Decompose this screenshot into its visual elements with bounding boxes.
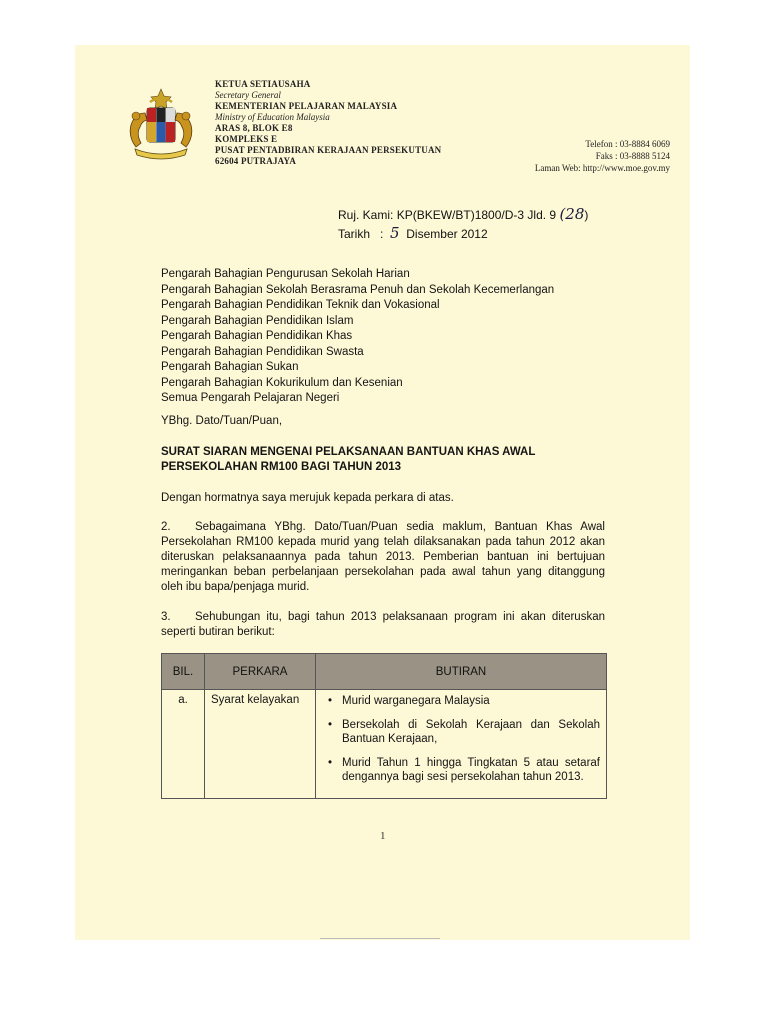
tarikh-separator: : — [380, 227, 384, 241]
list-item: • Bersekolah di Sekolah Kerajaan dan Sekolah Bantuan Kerajaan, — [342, 718, 600, 746]
fax: Faks : 03-8888 5124 — [595, 151, 670, 161]
details-table — [161, 653, 607, 799]
letterhead-title: KETUA SETIAUSAHA — [215, 79, 311, 89]
header-perkara: PERKARA — [205, 654, 316, 690]
butiran-list — [322, 694, 600, 784]
cell-perkara: Syarat kelayakan — [205, 690, 316, 799]
address-line-2: KOMPLEKS E — [215, 134, 278, 144]
date-line — [338, 224, 588, 243]
recipient-list — [161, 267, 554, 407]
salutation: YBhg. Dato/Tuan/Puan, — [161, 415, 283, 427]
recipient-item: Pengarah Bahagian Sukan — [161, 361, 299, 373]
paragraph-text: Sebagaimana YBhg. Dato/Tuan/Puan sedia maklum, Bantuan Khas Awal Persekolahan RM100 kepada murid yang telah dilaksanakan pada tahun 2012 akan diteruskan pelaksanaannya pada tahun 2013. Pemberian bantuan ini bertujuan meringankan beban perbelanjaan persekolahan pada awal tahun yang ditanggung oleh ibu bapa/penjaga murid. — [161, 521, 605, 593]
reference-line — [338, 205, 588, 224]
recipient-item: Pengarah Bahagian Kokurikulum dan Kesenian — [161, 376, 403, 389]
recipient-item: Pengarah Bahagian Pengurusan Sekolah Harian — [161, 268, 410, 280]
letter-page — [75, 45, 690, 940]
paragraph-2 — [161, 520, 605, 595]
website-link[interactable]: Laman Web: http://www.moe.gov.my — [534, 163, 670, 173]
tarikh-month-year: Disember 2012 — [406, 227, 488, 241]
paragraph-text: Sehubungan itu, bagi tahun 2013 pelaksanaan program ini akan diteruskan seperti butiran berikut: — [161, 611, 605, 638]
paragraph-number: 2. — [161, 521, 171, 533]
reference-block — [338, 205, 588, 243]
cell-butiran — [316, 690, 607, 799]
ministry-name-en: Ministry of Education Malaysia — [215, 112, 330, 122]
paragraph-number: 3. — [161, 611, 171, 623]
tarikh-handwritten-day: 5 — [390, 224, 400, 242]
paragraph-3 — [161, 610, 605, 640]
address-line-4: 62604 PUTRAJAYA — [215, 156, 297, 166]
telephone: Telefon : 03-8884 6069 — [585, 139, 670, 149]
ministry-name: KEMENTERIAN PELAJARAN MALAYSIA — [215, 101, 398, 111]
recipient-item: Pengarah Bahagian Pendidikan Khas — [161, 330, 353, 342]
opening-paragraph: Dengan hormatnya saya merujuk kepada perkara di atas. — [161, 492, 454, 504]
recipient-item: Pengarah Bahagian Pendidikan Teknik dan Vokasional — [161, 299, 440, 311]
address-line-3: PUSAT PENTADBIRAN KERAJAAN PERSEKUTUAN — [215, 145, 442, 155]
ruj-label: Ruj. Kami: — [338, 208, 394, 222]
recipient-item: Pengarah Bahagian Sekolah Berasrama Penuh dan Sekolah Kecemerlangan — [161, 283, 555, 296]
ruj-handwritten-number: (28 — [559, 205, 585, 223]
header-bil: BIL. — [162, 654, 205, 690]
footer-divider — [320, 938, 440, 939]
letterhead — [215, 79, 441, 167]
table-header-row — [162, 654, 607, 690]
contact-block — [535, 138, 670, 174]
tarikh-label: Tarikh — [338, 227, 371, 241]
letterhead-title-en: Secretary General — [215, 90, 281, 100]
recipient-item: Pengarah Bahagian Pendidikan Swasta — [161, 345, 364, 358]
recipient-item: Semua Pengarah Pelajaran Negeri — [161, 392, 340, 404]
cell-bil: a. — [162, 690, 205, 799]
malaysia-coat-of-arms-icon — [117, 83, 205, 163]
letter-subject: SURAT SIARAN MENGENAI PELAKSANAAN BANTUAN KHAS AWAL PERSEKOLAHAN RM100 BAGI TAHUN 2013 — [161, 446, 536, 473]
list-item: • Murid Tahun 1 hingga Tingkatan 5 atau setaraf dengannya bagi sesi persekolahan tahun 2013. — [342, 756, 600, 784]
header-butiran: BUTIRAN — [316, 654, 607, 690]
table-row — [162, 690, 607, 799]
page-number: 1 — [380, 830, 386, 842]
address-line-1: ARAS 8, BLOK E8 — [215, 123, 293, 133]
ruj-close: ) — [584, 208, 589, 222]
ruj-value: KP(BKEW/BT)1800/D-3 Jld. 9 — [396, 208, 557, 222]
list-item: • Murid warganegara Malaysia — [342, 694, 600, 708]
recipient-item: Pengarah Bahagian Pendidikan Islam — [161, 314, 354, 327]
